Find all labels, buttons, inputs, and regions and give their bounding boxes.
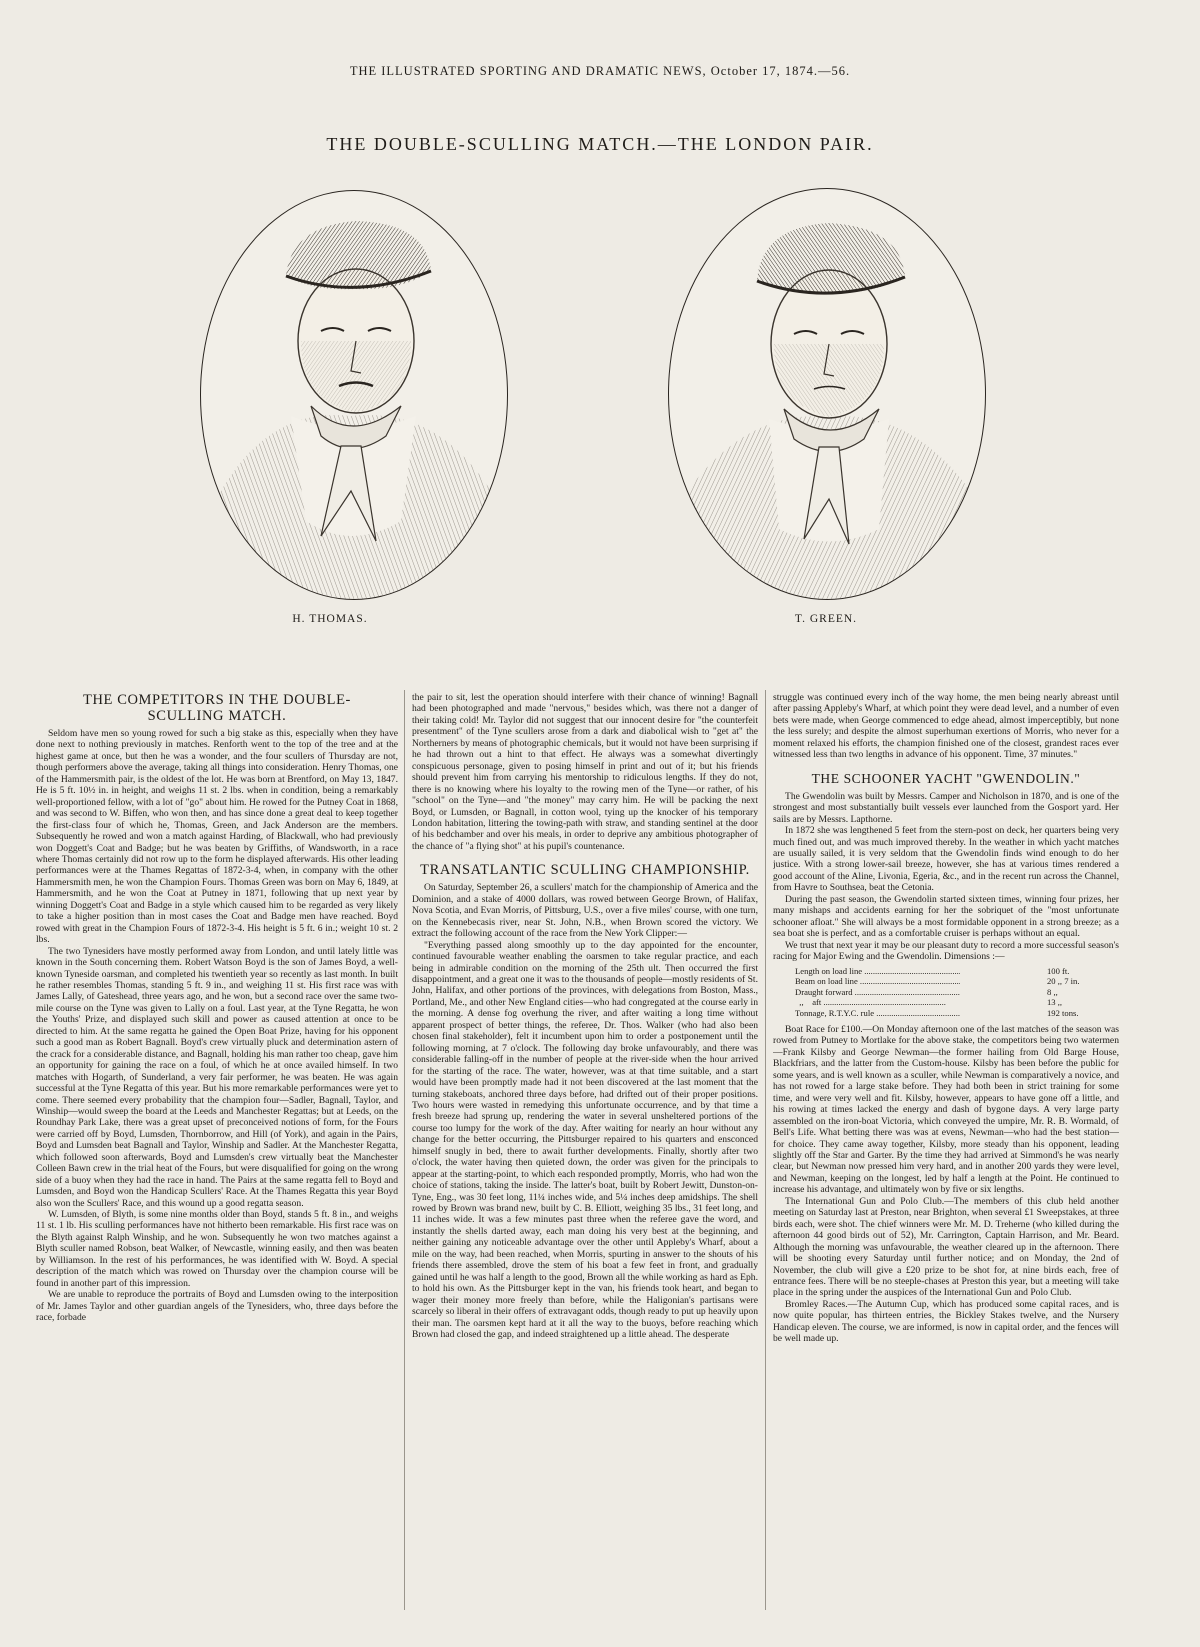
column-2 bbox=[412, 692, 758, 1622]
article-paragraph: We are unable to reproduce the portraits of Boyd and Lumsden owing to the interposition of Mr. James Taylor and other guardian angels of the Tynesiders, who, three days before the race, forbade bbox=[36, 1289, 398, 1324]
page-title: THE DOUBLE-SCULLING MATCH.—THE LONDON PAIR. bbox=[326, 134, 874, 154]
column-3 bbox=[773, 692, 1119, 1622]
article-heading-transatlantic: TRANSATLANTIC SCULLING CHAMPIONSHIP. bbox=[420, 862, 750, 879]
article-paragraph: In 1872 she was lengthened 5 feet from the stern-post on deck, her quarters being very much fined out, and was much improved thereby. In the weather in which yacht matches are usually sailed, it is very seldom that the Gwendolin finds wind enough to do her justice. With a strong lower-sail breeze, however, she has at various times rendered a good account of the Aline, Livonia, Egeria, &c., and in the recent run across the Channel, from Havre to Southsea, beat the Cetonia. bbox=[773, 825, 1119, 894]
article-paragraph: W. Lumsden, of Blyth, is some nine months older than Boyd, stands 5 ft. 8 in., and weighs 11 st. 1 lb. His sculling performances have not hitherto been remarkable. His first race was on the Blyth against Ralph Winship, and he won. Subsequently he won two matches against a Blyth sculler named Robson, beat Walker, of Newcastle, winning easily, and then was beaten by Williamson. In the rest of his performances, he was identified with W. Boyd. A special description of the match which was rowed on Thursday over the champion course will be found in another part of this impression. bbox=[36, 1209, 398, 1289]
column-rule bbox=[404, 690, 405, 1610]
dimension-row bbox=[795, 976, 1119, 987]
dimensions-table bbox=[795, 966, 1119, 1019]
article-paragraph: Boat Race for £100.—On Monday afternoon one of the last matches of the season was rowed from Putney to Mortlake for the above stake, the competitors being two watermen—Frank Kilsby and George Newman—the former hailing from Old Barge House, Blackfriars, and the latter from the Custom-house. Kilsby has been before the public for some years, and is well known as a sculler, while Newman is comparatively a novice, and has not rowed for a large stake before. They had both been in strict training for some time, and were very well and fit. Kilsby, however, appears to have gone off a little, and his rowing at times lacked the energy and dash of bygone days. A very large party assembled on the iron-boat Victoria, which conveyed the umpire, Mr. R. B. Wormald, of Bell's Life. What betting there was was at evens, Newman—who had the best station—for choice. They came away together, Kilsby, more steady than his opponent, leading slightly off the Star and Garter. By the time they had arrived at Simmond's he was nearly clear, but Newman now pressed him very hard, and in another 200 yards they were level, and Newman, keeping on the longest, led by half a length at the Point. He continued to increase his advantage, and ultimately won by five or six lengths. bbox=[773, 1024, 1119, 1196]
dimension-value: 8 ,, bbox=[1047, 986, 1058, 997]
article-paragraph: During the past season, the Gwendolin started sixteen times, winning four prizes, her many mishaps and accidents earning for her the sobriquet of the "most unfortunate schooner afloat." She will always be a most formidable opponent in a strong breeze; as a sea boat she is perfect, and as a comfortable cruiser is perhaps without an equal. bbox=[773, 893, 1119, 940]
dimension-value: 13 ,, bbox=[1047, 997, 1063, 1008]
article-heading-competitors: THE COMPETITORS IN THE DOUBLE-SCULLING MATCH. bbox=[83, 692, 351, 724]
masthead: THE ILLUSTRATED SPORTING AND DRAMATIC NEWS, October 17, 1874.—56. bbox=[349, 64, 851, 78]
dimension-label: Beam on load line ..... bbox=[795, 976, 960, 987]
dimension-value: 100 ft. bbox=[1047, 965, 1070, 976]
article-continuation: struggle was continued every inch of the way home, the men being nearly abreast until after passing Appleby's Wharf, at which point they were dead level, and a number of even bets were made, when George commenced to edge ahead, almost imperceptibly, but none the less surely; and despite the almost superhuman exertions of Morris, who never for a moment relaxed his efforts, the champion finished one of the closest, grandest races ever witnessed less than two lengths in advance of his opponent. Time, 37 minutes." bbox=[773, 692, 1119, 761]
dimension-row bbox=[795, 966, 1119, 977]
column-1 bbox=[36, 692, 398, 1622]
article-paragraph: We trust that next year it may be our pleasant duty to record a more successful season's racing for Major Ewing and the Gwendolin. Dimensions :— bbox=[773, 939, 1119, 963]
dimension-row bbox=[795, 997, 1119, 1008]
article-paragraph: "Everything passed along smoothly up to the day appointed for the encounter, continued favourable weather enabling the oarsmen to take regular practice, and each being in admirable condition on the morning of the 25th ult. Then occurred the first disappointment, and a great one it was to the thousands of people—mostly residents of St. John, Halifax, and other portions of the provinces, with delegations from Boston, Mass., Portland, Me., and other New England cities—who had congregated at the course early in the morning. A dense fog overhung the river, and after waiting a long time without apparent prospect of better things, the referee, Dr. Thos. Walker (who had also been chosen final stakeholder), felt it incumbent upon him to order a postponement until the following morning, at 7 o'clock. The following day broke unfavourably, and there was considerable falling-off in the number of people at the river-side when the hour arrived for the starting of the race. The water, however, was at that time suitable, and a start would have been promptly made had it not been discovered at the last moment that the turning stakeboats, anchored three days before, had drifted out of their proper positions. Two hours were wasted in remedying this unfortunate occurrence, and by that time a fresh breeze had sprung up, rendering the water in several unsheltered portions of the course too lumpy for the work of the day. After waiting for nearly an hour without any change for the better occurring, the Pittsburger repaired to his quarters and ensconced himself snugly in bed, there to await further developments. Finally, shortly after two o'clock, the water having then quieted down, the order was given for the principals to appear at the starting-point, to which each responded promptly, Morris, who had won the choice of stations, taking the inside. The latter's boat, built by Robert Jewitt, Dunston-on-Tyne, Eng., was 30 feet long, 11¼ inches wide, and 5¼ inches deep amidships. The shell rowed by Brown was brand new, built by C. B. Elliott, weighing 35 lbs., 31 feet long, and 11 inches wide. It was a few minutes past three when the referee gave the word, and instantly the shells darted away, each man doing his very best at the beginning, and neither gaining any noticeable advantage over the other until Appleby's Wharf, about a mile on the way, had been reached, when Morris, spurting in answer to the shouts of his friends there assembled, drove the stem of his boat a few feet in front, and gradually gained until he was half a length to the good, Brown all the while working as hard as Eph. to hold his own. As the Pittsburger kept in the van, his friends took heart, and began to wager their money more freely than before, while the Haligonian's partisans were scarcely so liberal in their offers of extravagant odds, though ready to put up heavily upon their man. The oarsmen kept hard at it all the way to the buoys, before reaching which Brown had closed the gap, and indeed straightened up a little ahead. The desperate bbox=[412, 939, 758, 1341]
dimension-label: ,, aft ..... bbox=[795, 997, 960, 1008]
dimension-row bbox=[795, 1008, 1119, 1019]
article-paragraph: Seldom have men so young rowed for such a big stake as this, especially when they have done next to nothing previously in matches. Renforth went to the top of the tree and at the highest game at once, but then he was a wonder, and the four scullers of Thursday are not, though performers above the average, taking all things into consideration. Henry Thomas, one of the Hammersmith pair, is the oldest of the lot. He was born at Brentford, on May 13, 1847. He is 5 ft. 10½ in. in height, and weighs 11 st. 2 lbs. when in condition, being a remarkably well-proportioned fellow, with a lot of "go" about him. He rowed for the Putney Coat in 1868, and was second to W. Biffen, who won then, and has since done a great deal to keep together the first-class four of which he, Thomas, Green, and Jack Anderson are the members. Subsequently he rowed and won a match against Harding, of Blackwall, who had previously won Doggett's Coat and Badge; but he was beaten by Griffiths, of Wandsworth, in a race where Thomas certainly did not row up to the form he displayed afterwards. His other leading performances were at the Thames Regattas of 1872-3-4, when, in company with the other Hammersmith men, he won the Champion Fours. Thomas Green was born on May 6, 1849, at Hammersmith, and he won the Coat at Putney in 1871, following that up next year by winning Doggett's Coat and Badge in a style which caused him to be regarded as very likely to take a higher position than in most cases the Coat and Badge men have reached. Boyd rowed with great in the Champion Fours of 1872-3-4. His height is 5 ft. 6 in.; weight 10 st. 2 lbs. bbox=[36, 728, 398, 946]
caption-h-thomas: H. THOMAS. bbox=[292, 613, 368, 625]
dimension-value: 192 tons. bbox=[1047, 1007, 1079, 1018]
dimension-label: Length on load line ..... bbox=[795, 966, 960, 977]
article-paragraph: The two Tynesiders have mostly performed away from London, and until lately little was known in the South concerning them. Robert Watson Boyd is the son of James Boyd, a well-known Tyneside oarsman, and completed his twentieth year so recently as last month. In built he rather resembles Thomas, standing 5 ft. 9 in., and weighing 11 st. His first race was with James Lally, of Gateshead, three years ago, and he won, but a second race over the same two-mile course on the Tyne was given to Lally on a foul. Last year, at the Tyne Regatta, he won the Youths' Prize, and displayed such skill and power as caused attention at once to be directed to him. At the same regatta he gained the Open Boat Prize, having for his opponent such a good man as Robert Bagnall. Boyd's crew virtually pluck and determination astern of the crack for a considerable distance, and Bagnall, holding his man rather too cheap, gave him an opportunity for gaining the race on a foul, of which he at once availed himself. In two matches with Hogarth, of Sunderland, a very fair performer, he was beaten. He was again successful at the Tyne Regatta of this year. But his more remarkable performances were yet to come. There seemed every probability that the champion four—Sadler, Bagnall, Taylor, and Winship—would sweep the board at the Leeds and Manchester Regattas; but at Leeds, on the Roundhay Park Lake, there was a great upset of preconceived notions of form, for the Fours were carried off by Boyd, Lumsden, Thornborrow, and Hill (of York), and again in the Pairs, Boyd and Lumsden beat Bagnall and Taylor, Winship and Sadler. At the Manchester Regatta, which followed soon afterwards, Boyd and Lumsden's crew virtually beat the Manchester Colleen Bawn crew in the trial heat of the Fours, but were disqualified for going on the wrong side of a buoy when they had the race in hand. The Pairs at the same regatta fell to Boyd and Lumsden, and Boyd won the Handicap Scullers' Race. At the Thames Regatta this year Boyd also won the Scullers' Race, and this wound up a good regatta season. bbox=[36, 945, 398, 1209]
portrait-h-thomas bbox=[200, 190, 508, 600]
dimension-value: 20 ,, 7 in. bbox=[1047, 976, 1080, 987]
article-paragraph: The Gwendolin was built by Messrs. Camper and Nicholson in 1870, and is one of the strongest and most substantially built vessels ever launched from the Gosport yard. Her sails are by Messrs. Lapthorne. bbox=[773, 790, 1119, 825]
article-heading-gwendolin: THE SCHOONER YACHT "GWENDOLIN." bbox=[811, 770, 1081, 786]
engraved-portrait-image bbox=[201, 191, 507, 599]
dimension-label: Draught forward ..... bbox=[795, 987, 960, 998]
article-paragraph: On Saturday, September 26, a scullers' match for the championship of America and the Dominion, and a stake of 4000 dollars, was rowed between George Brown, of Halifax, Nova Scotia, and Evan Morris, of Pittsburg, U.S., over a five miles' course, with one turn, on the Kennebecasis river, near St. John, N.B., when Brown scored the victory. We extract the following account of the race from the New York Clipper:— bbox=[412, 882, 758, 940]
dimension-label: Tonnage, R.T.Y.C. rule ..... bbox=[795, 1008, 960, 1019]
caption-t-green: T. GREEN. bbox=[794, 613, 858, 625]
article-continuation: the pair to sit, lest the operation should interfere with their chance of winning! Bagnall had been photographed and made "nervous," besides which, was there not a danger of their taking cold! Mr. Taylor did not suggest that our innocent desire for "the counterfeit presentment" of the Tyne scullers arose from a dark and diabolical wish to "get at" the Northerners by means of photographic chemicals, but it would not have been surprising if he had thrown out a hint to that effect. He always was a somewhat divertingly conspicuous personage, given to posing himself in print and out of it; but his friends should prevent him from carrying his mentorship to ridiculous lengths. If they do not, there is no knowing where his loyalty to the rowing men of the Tyne—or rather, of his "school" on the Tyne—and "the money" may carry him. He will be packing the next Boyd, or Lumsden, or Bagnall, in cotton wool, tying up the knocker of his temporary London habitation, littering the towing-path with straw, and standing sentinel at the door of his bedchamber and over his meals, in order to deprive any ambitious photographer of the chance of "a flying shot" at his pupil's countenance. bbox=[412, 692, 758, 852]
article-paragraph: The International Gun and Polo Club.—The members of this club held another meeting on Saturday last at Preston, near Brighton, when several £1 Sweepstakes, at three birds each, were shot. The chief winners were Mr. M. D. Treherne (who killed during the afternoon 44 good birds out of 52), Mr. Carrington, Captain Harrison, and Mr. Beard. Although the morning was unfavourable, the weather cleared up in the afternoon. There will be shooting every Saturday until further notice; and on Monday, the 2nd of November, the club will give a £20 prize to be shot for, at nine birds each, free of entrance fees. There will be no steeple-chases at Preston this year, but a meeting will take place in the spring under the auspices of the International Gun and Polo Club. bbox=[773, 1195, 1119, 1299]
dimension-row bbox=[795, 987, 1119, 998]
portrait-t-green bbox=[668, 188, 986, 600]
article-paragraph: Bromley Races.—The Autumn Cup, which has produced some capital races, and is now quite popular, has thirteen entries, the Bickley Stakes twelve, and the Nursery Handicap eleven. The course, we are informed, is now in capital order, and the fences will be well made up. bbox=[773, 1298, 1119, 1345]
column-rule bbox=[765, 690, 766, 1610]
engraved-portrait-image bbox=[669, 189, 985, 599]
